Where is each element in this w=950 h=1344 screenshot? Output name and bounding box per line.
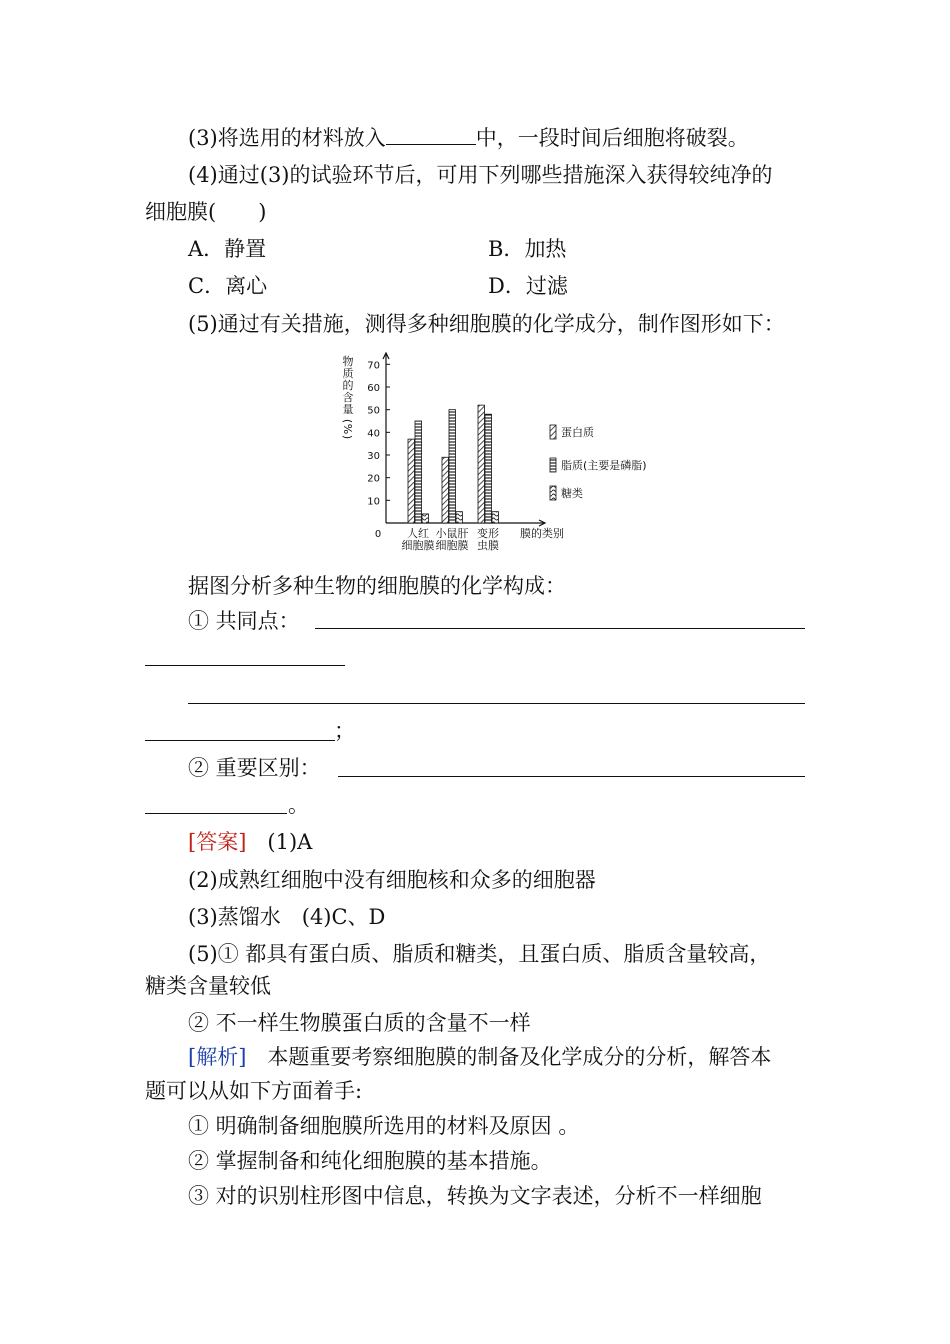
y-tick-label: 50 — [367, 405, 380, 417]
point-1-blank-4 — [145, 740, 335, 741]
legend-swatch — [550, 425, 556, 439]
y-axis-label-char: % — [341, 423, 354, 435]
y-tick-label: 40 — [367, 428, 380, 440]
bar — [478, 405, 485, 523]
point-2-blank-1 — [338, 776, 805, 777]
y-tick-label: 30 — [367, 451, 380, 462]
option-a — [188, 236, 266, 262]
answer-3-4: (3)蒸馏水 (4)C、D — [188, 905, 386, 929]
bar — [442, 457, 449, 523]
y-axis-label-char: 质 — [342, 367, 354, 380]
q5-analysis: 据图分析多种生物的细胞膜的化学构成： — [188, 574, 566, 598]
y-tick-label: 0 — [374, 529, 382, 540]
x-category-label: 变形 — [477, 527, 499, 540]
explanation-line-1 — [188, 1044, 771, 1070]
y-tick-label: 70 — [367, 360, 380, 372]
option-d-letter: D． — [488, 274, 526, 298]
chart-svg — [330, 345, 680, 560]
membrane-composition-chart — [330, 345, 680, 560]
x-category-label: 小鼠肝 — [435, 527, 469, 540]
y-axis-label-char: 的 — [342, 379, 354, 392]
q4-line-2: 细胞膜( ) — [145, 200, 267, 224]
option-b — [488, 236, 566, 262]
bar — [449, 410, 456, 523]
q3-text-before: (3)将选用的材料放入 — [188, 126, 386, 150]
x-category-labels — [402, 526, 565, 552]
option-b-letter: B． — [488, 237, 525, 261]
point-1-label: ① 共同点： — [188, 609, 300, 633]
explanation-line-5: ③ 对的识别柱形图中信息，转换为文字表述，分析不一样细胞 — [188, 1184, 762, 1208]
legend — [550, 425, 647, 500]
answer-2: (2)成熟红细胞中没有细胞核和众多的细胞器 — [188, 868, 596, 892]
answer-5-line-3: ② 不一样生物膜蛋白质的含量不一样 — [188, 1011, 531, 1035]
legend-label: 脂质(主要是磷脂) — [561, 459, 647, 472]
y-axis-label-char: ( — [341, 418, 354, 424]
explanation-text-1: 本题重要考察细胞膜的制备及化学成分的分析，解答本 — [246, 1045, 772, 1069]
explanation-line-3: ① 明确制备细胞膜所选用的材料及原因 。 — [188, 1114, 580, 1138]
bar — [456, 512, 463, 523]
x-category-label: 虫膜 — [477, 539, 499, 552]
bar — [485, 414, 492, 523]
bar — [492, 512, 499, 523]
answer-5-line-2: 糖类含量较低 — [145, 974, 271, 998]
option-b-text: 加热 — [524, 237, 567, 261]
option-a-letter: A． — [188, 237, 225, 261]
bars — [408, 405, 499, 523]
answer-5-line-1: (5)① 都具有蛋白质、脂质和糖类，且蛋白质、脂质含量较高， — [188, 942, 771, 966]
bar — [415, 421, 422, 523]
option-c-text: 离心 — [225, 274, 268, 298]
explanation-line-4: ② 掌握制备和纯化细胞膜的基本措施。 — [188, 1149, 552, 1173]
legend-swatch — [550, 458, 556, 472]
q5-intro: (5)通过有关措施，测得多种细胞膜的化学成分，制作图形如下： — [188, 312, 785, 336]
answer-1: (1)A — [267, 830, 313, 854]
legend-swatch — [550, 486, 556, 500]
bar — [408, 439, 415, 523]
y-axis-label-char: 物 — [342, 355, 354, 368]
bar — [422, 514, 429, 523]
y-tick-label: 60 — [367, 383, 380, 394]
option-c-letter: C． — [188, 274, 226, 298]
explanation-line-2: 题可以从如下方面着手: — [145, 1079, 363, 1103]
q4-line-1: (4)通过(3)的试验环节后，可用下列哪些措施深入获得较纯净的 — [188, 163, 773, 187]
chart-axes — [383, 353, 545, 526]
option-d — [488, 273, 568, 299]
option-a-text: 静置 — [224, 237, 267, 261]
option-c — [188, 273, 267, 299]
option-d-text: 过滤 — [525, 274, 568, 298]
answer-line-1 — [188, 829, 312, 855]
x-category-label: 细胞膜 — [435, 539, 469, 552]
legend-label: 糖类 — [561, 487, 583, 500]
question-3 — [188, 124, 749, 151]
point-2-blank-2 — [145, 813, 287, 814]
q3-text-after: 中，一段时间后细胞将破裂。 — [475, 126, 749, 150]
period: 。 — [288, 793, 309, 817]
point-1-blank-2 — [145, 665, 345, 666]
legend-label: 蛋白质 — [561, 426, 594, 439]
explanation-tag: [解析] — [188, 1045, 247, 1069]
x-category-label: 细胞膜 — [401, 539, 435, 552]
y-axis-label-char: ) — [341, 434, 354, 440]
point-2-label: ② 重要区别： — [188, 756, 321, 780]
q3-answer-blank — [386, 124, 476, 145]
point-1-blank-1 — [315, 628, 805, 629]
answer-tag: [答案] — [188, 830, 247, 854]
y-axis-label — [341, 354, 354, 439]
point-1-blank-3 — [188, 703, 805, 704]
semicolon: ； — [334, 719, 355, 743]
y-tick-label: 20 — [367, 473, 380, 485]
x-category-label: 人红 — [407, 527, 429, 540]
y-tick-label: 10 — [367, 496, 380, 508]
y-axis-label-char: 含 — [342, 391, 354, 404]
y-axis-label-char: 量 — [342, 403, 354, 416]
x-axis-label: 膜的类别 — [520, 527, 564, 540]
